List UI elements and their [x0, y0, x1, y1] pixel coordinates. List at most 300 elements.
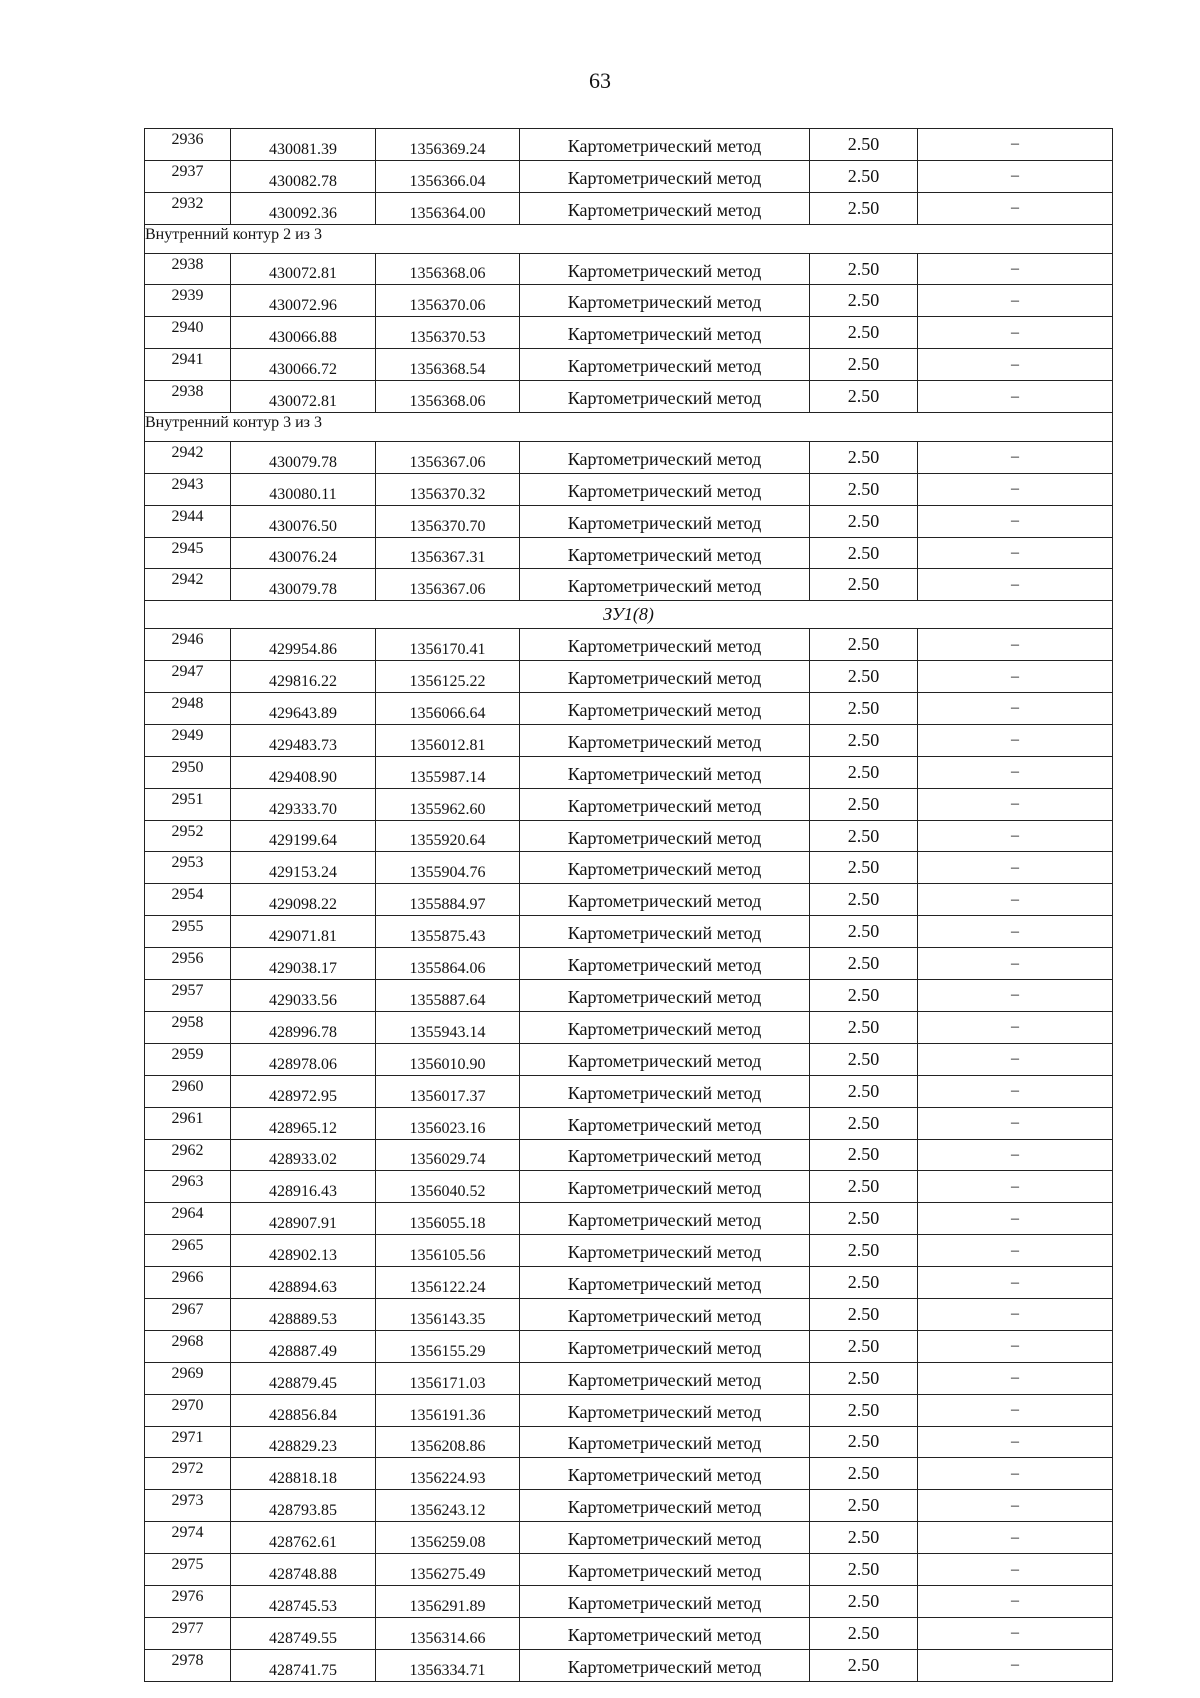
precision-cell: 2.50 — [810, 693, 918, 725]
x-coordinate-cell: 429816.22 — [231, 661, 376, 693]
note-cell: – — [918, 317, 1113, 349]
y-coordinate-cell: 1356334.71 — [376, 1649, 520, 1681]
x-coordinate-cell: 429033.56 — [231, 980, 376, 1012]
y-coordinate-cell: 1356367.31 — [376, 537, 520, 569]
precision-cell: 2.50 — [810, 884, 918, 916]
precision-cell: 2.50 — [810, 1235, 918, 1267]
x-coordinate-cell: 429153.24 — [231, 852, 376, 884]
x-coordinate-cell: 428902.13 — [231, 1235, 376, 1267]
method-cell: Картометрический метод — [520, 1649, 810, 1681]
table-row — [145, 253, 1113, 285]
point-number-cell: 2961 — [145, 1107, 231, 1139]
table-row — [145, 1490, 1113, 1522]
note-cell: – — [918, 1585, 1113, 1617]
precision-cell: 2.50 — [810, 629, 918, 661]
method-cell: Картометрический метод — [520, 441, 810, 473]
y-coordinate-cell: 1355875.43 — [376, 916, 520, 948]
method-cell: Картометрический метод — [520, 948, 810, 980]
y-coordinate-cell: 1355962.60 — [376, 788, 520, 820]
note-cell: – — [918, 852, 1113, 884]
y-coordinate-cell: 1356275.49 — [376, 1554, 520, 1586]
point-number-cell: 2964 — [145, 1203, 231, 1235]
y-coordinate-cell: 1355864.06 — [376, 948, 520, 980]
note-cell: – — [918, 884, 1113, 916]
note-cell: – — [918, 756, 1113, 788]
table-row — [145, 317, 1113, 349]
table-row — [145, 381, 1113, 413]
note-cell: – — [918, 1043, 1113, 1075]
y-coordinate-cell: 1356125.22 — [376, 661, 520, 693]
x-coordinate-cell: 430092.36 — [231, 192, 376, 224]
y-coordinate-cell: 1356191.36 — [376, 1394, 520, 1426]
y-coordinate-cell: 1355987.14 — [376, 756, 520, 788]
y-coordinate-cell: 1356259.08 — [376, 1522, 520, 1554]
point-number-cell: 2968 — [145, 1330, 231, 1362]
contour-label: Внутренний контур 3 из 3 — [145, 413, 1113, 442]
y-coordinate-cell: 1355884.97 — [376, 884, 520, 916]
method-cell: Картометрический метод — [520, 317, 810, 349]
method-cell: Картометрический метод — [520, 884, 810, 916]
method-cell: Картометрический метод — [520, 1043, 810, 1075]
precision-cell: 2.50 — [810, 1362, 918, 1394]
note-cell: – — [918, 253, 1113, 285]
zone-label: ЗУ1(8) — [145, 601, 1113, 629]
table-row — [145, 1171, 1113, 1203]
precision-cell: 2.50 — [810, 160, 918, 192]
note-cell: – — [918, 629, 1113, 661]
method-cell: Картометрический метод — [520, 1235, 810, 1267]
x-coordinate-cell: 428887.49 — [231, 1330, 376, 1362]
method-cell: Картометрический метод — [520, 756, 810, 788]
precision-cell: 2.50 — [810, 1298, 918, 1330]
table-row — [145, 1139, 1113, 1171]
y-coordinate-cell: 1356155.29 — [376, 1330, 520, 1362]
y-coordinate-cell: 1356370.32 — [376, 473, 520, 505]
point-number-cell: 2958 — [145, 1011, 231, 1043]
table-row — [145, 285, 1113, 317]
table-row — [145, 661, 1113, 693]
method-cell: Картометрический метод — [520, 129, 810, 161]
precision-cell: 2.50 — [810, 1075, 918, 1107]
precision-cell: 2.50 — [810, 1585, 918, 1617]
y-coordinate-cell: 1356367.06 — [376, 569, 520, 601]
point-number-cell: 2945 — [145, 537, 231, 569]
x-coordinate-cell: 429483.73 — [231, 724, 376, 756]
method-cell: Картометрический метод — [520, 1617, 810, 1649]
coordinates-table — [144, 128, 1113, 1682]
table-row — [145, 1011, 1113, 1043]
x-coordinate-cell: 428972.95 — [231, 1075, 376, 1107]
method-cell: Картометрический метод — [520, 349, 810, 381]
table-row — [145, 1235, 1113, 1267]
precision-cell: 2.50 — [810, 724, 918, 756]
table-row — [145, 160, 1113, 192]
x-coordinate-cell: 428793.85 — [231, 1490, 376, 1522]
x-coordinate-cell: 429408.90 — [231, 756, 376, 788]
point-number-cell: 2952 — [145, 820, 231, 852]
point-number-cell: 2976 — [145, 1585, 231, 1617]
note-cell: – — [918, 1267, 1113, 1299]
point-number-cell: 2969 — [145, 1362, 231, 1394]
point-number-cell: 2950 — [145, 756, 231, 788]
precision-cell: 2.50 — [810, 473, 918, 505]
point-number-cell: 2949 — [145, 724, 231, 756]
note-cell: – — [918, 160, 1113, 192]
x-coordinate-cell: 429954.86 — [231, 629, 376, 661]
method-cell: Картометрический метод — [520, 1298, 810, 1330]
precision-cell: 2.50 — [810, 756, 918, 788]
note-cell: – — [918, 1426, 1113, 1458]
point-number-cell: 2962 — [145, 1139, 231, 1171]
table-row — [145, 1298, 1113, 1330]
method-cell: Картометрический метод — [520, 724, 810, 756]
method-cell: Картометрический метод — [520, 1075, 810, 1107]
y-coordinate-cell: 1356143.35 — [376, 1298, 520, 1330]
method-cell: Картометрический метод — [520, 1426, 810, 1458]
precision-cell: 2.50 — [810, 1203, 918, 1235]
point-number-cell: 2942 — [145, 569, 231, 601]
method-cell: Картометрический метод — [520, 693, 810, 725]
table-row — [145, 1043, 1113, 1075]
x-coordinate-cell: 428741.75 — [231, 1649, 376, 1681]
method-cell: Картометрический метод — [520, 569, 810, 601]
point-number-cell: 2939 — [145, 285, 231, 317]
x-coordinate-cell: 428818.18 — [231, 1458, 376, 1490]
x-coordinate-cell: 428856.84 — [231, 1394, 376, 1426]
x-coordinate-cell: 428996.78 — [231, 1011, 376, 1043]
note-cell: – — [918, 1330, 1113, 1362]
note-cell: – — [918, 1617, 1113, 1649]
table-row — [145, 349, 1113, 381]
table-row — [145, 1458, 1113, 1490]
x-coordinate-cell: 428745.53 — [231, 1585, 376, 1617]
note-cell: – — [918, 285, 1113, 317]
table-row — [145, 1107, 1113, 1139]
y-coordinate-cell: 1356017.37 — [376, 1075, 520, 1107]
note-cell: – — [918, 1458, 1113, 1490]
precision-cell: 2.50 — [810, 129, 918, 161]
method-cell: Картометрический метод — [520, 629, 810, 661]
precision-cell: 2.50 — [810, 1330, 918, 1362]
precision-cell: 2.50 — [810, 1139, 918, 1171]
page-number: 63 — [589, 68, 611, 93]
y-coordinate-cell: 1356366.04 — [376, 160, 520, 192]
point-number-cell: 2941 — [145, 349, 231, 381]
precision-cell: 2.50 — [810, 285, 918, 317]
precision-cell: 2.50 — [810, 381, 918, 413]
note-cell: – — [918, 693, 1113, 725]
note-cell: – — [918, 1235, 1113, 1267]
method-cell: Картометрический метод — [520, 253, 810, 285]
method-cell: Картометрический метод — [520, 1554, 810, 1586]
point-number-cell: 2936 — [145, 129, 231, 161]
note-cell: – — [918, 1107, 1113, 1139]
point-number-cell: 2978 — [145, 1649, 231, 1681]
table-row — [145, 473, 1113, 505]
note-cell: – — [918, 788, 1113, 820]
note-cell: – — [918, 1011, 1113, 1043]
table-row — [145, 129, 1113, 161]
note-cell: – — [918, 381, 1113, 413]
precision-cell: 2.50 — [810, 1554, 918, 1586]
table-row — [145, 852, 1113, 884]
table-row — [145, 1649, 1113, 1681]
note-cell: – — [918, 661, 1113, 693]
x-coordinate-cell: 428894.63 — [231, 1267, 376, 1299]
y-coordinate-cell: 1356368.06 — [376, 253, 520, 285]
point-number-cell: 2944 — [145, 505, 231, 537]
point-number-cell: 2970 — [145, 1394, 231, 1426]
point-number-cell: 2951 — [145, 788, 231, 820]
method-cell: Картометрический метод — [520, 160, 810, 192]
note-cell: – — [918, 1649, 1113, 1681]
method-cell: Картометрический метод — [520, 1458, 810, 1490]
method-cell: Картометрический метод — [520, 285, 810, 317]
note-cell: – — [918, 505, 1113, 537]
y-coordinate-cell: 1356291.89 — [376, 1585, 520, 1617]
note-cell: – — [918, 1203, 1113, 1235]
contour-label: Внутренний контур 2 из 3 — [145, 224, 1113, 253]
method-cell: Картометрический метод — [520, 788, 810, 820]
precision-cell: 2.50 — [810, 1267, 918, 1299]
method-cell: Картометрический метод — [520, 820, 810, 852]
point-number-cell: 2966 — [145, 1267, 231, 1299]
y-coordinate-cell: 1356105.56 — [376, 1235, 520, 1267]
table-row — [145, 1522, 1113, 1554]
note-cell: – — [918, 129, 1113, 161]
point-number-cell: 2955 — [145, 916, 231, 948]
note-cell: – — [918, 1394, 1113, 1426]
precision-cell: 2.50 — [810, 980, 918, 1012]
note-cell: – — [918, 820, 1113, 852]
method-cell: Картометрический метод — [520, 473, 810, 505]
table-row — [145, 1426, 1113, 1458]
x-coordinate-cell: 428916.43 — [231, 1171, 376, 1203]
point-number-cell: 2942 — [145, 441, 231, 473]
table-row — [145, 724, 1113, 756]
note-cell: – — [918, 441, 1113, 473]
precision-cell: 2.50 — [810, 1617, 918, 1649]
precision-cell: 2.50 — [810, 661, 918, 693]
method-cell: Картометрический метод — [520, 192, 810, 224]
x-coordinate-cell: 429098.22 — [231, 884, 376, 916]
precision-cell: 2.50 — [810, 1649, 918, 1681]
point-number-cell: 2960 — [145, 1075, 231, 1107]
x-coordinate-cell: 428933.02 — [231, 1139, 376, 1171]
x-coordinate-cell: 430066.88 — [231, 317, 376, 349]
precision-cell: 2.50 — [810, 1107, 918, 1139]
note-cell: – — [918, 537, 1113, 569]
y-coordinate-cell: 1355943.14 — [376, 1011, 520, 1043]
table-row — [145, 441, 1113, 473]
precision-cell: 2.50 — [810, 349, 918, 381]
coordinates-table-body — [145, 129, 1113, 1682]
x-coordinate-cell: 430072.96 — [231, 285, 376, 317]
x-coordinate-cell: 429199.64 — [231, 820, 376, 852]
note-cell: – — [918, 1554, 1113, 1586]
point-number-cell: 2937 — [145, 160, 231, 192]
point-number-cell: 2967 — [145, 1298, 231, 1330]
point-number-cell: 2938 — [145, 253, 231, 285]
precision-cell: 2.50 — [810, 1043, 918, 1075]
x-coordinate-cell: 430079.78 — [231, 569, 376, 601]
y-coordinate-cell: 1355887.64 — [376, 980, 520, 1012]
x-coordinate-cell: 428889.53 — [231, 1298, 376, 1330]
method-cell: Картометрический метод — [520, 381, 810, 413]
table-row — [145, 788, 1113, 820]
y-coordinate-cell: 1356171.03 — [376, 1362, 520, 1394]
method-cell: Картометрический метод — [520, 916, 810, 948]
contour-header-row — [145, 413, 1113, 442]
table-row — [145, 1267, 1113, 1299]
precision-cell: 2.50 — [810, 1490, 918, 1522]
y-coordinate-cell: 1356010.90 — [376, 1043, 520, 1075]
point-number-cell: 2975 — [145, 1554, 231, 1586]
point-number-cell: 2954 — [145, 884, 231, 916]
method-cell: Картометрический метод — [520, 1522, 810, 1554]
y-coordinate-cell: 1355920.64 — [376, 820, 520, 852]
note-cell: – — [918, 569, 1113, 601]
point-number-cell: 2948 — [145, 693, 231, 725]
table-row — [145, 1554, 1113, 1586]
table-row — [145, 537, 1113, 569]
table-row — [145, 1203, 1113, 1235]
point-number-cell: 2963 — [145, 1171, 231, 1203]
table-row — [145, 1585, 1113, 1617]
table-row — [145, 693, 1113, 725]
y-coordinate-cell: 1356208.86 — [376, 1426, 520, 1458]
y-coordinate-cell: 1356370.06 — [376, 285, 520, 317]
note-cell: – — [918, 1522, 1113, 1554]
precision-cell: 2.50 — [810, 537, 918, 569]
method-cell: Картометрический метод — [520, 1585, 810, 1617]
table-row — [145, 192, 1113, 224]
method-cell: Картометрический метод — [520, 1267, 810, 1299]
precision-cell: 2.50 — [810, 1458, 918, 1490]
method-cell: Картометрический метод — [520, 1490, 810, 1522]
x-coordinate-cell: 428907.91 — [231, 1203, 376, 1235]
note-cell: – — [918, 1075, 1113, 1107]
precision-cell: 2.50 — [810, 948, 918, 980]
y-coordinate-cell: 1356224.93 — [376, 1458, 520, 1490]
precision-cell: 2.50 — [810, 317, 918, 349]
x-coordinate-cell: 428829.23 — [231, 1426, 376, 1458]
x-coordinate-cell: 430076.24 — [231, 537, 376, 569]
table-row — [145, 1362, 1113, 1394]
table-row — [145, 505, 1113, 537]
precision-cell: 2.50 — [810, 1394, 918, 1426]
y-coordinate-cell: 1356368.06 — [376, 381, 520, 413]
x-coordinate-cell: 428748.88 — [231, 1554, 376, 1586]
y-coordinate-cell: 1356370.53 — [376, 317, 520, 349]
precision-cell: 2.50 — [810, 1426, 918, 1458]
x-coordinate-cell: 430081.39 — [231, 129, 376, 161]
table-row — [145, 1617, 1113, 1649]
y-coordinate-cell: 1356040.52 — [376, 1171, 520, 1203]
x-coordinate-cell: 430080.11 — [231, 473, 376, 505]
method-cell: Картометрический метод — [520, 1011, 810, 1043]
table-row — [145, 980, 1113, 1012]
y-coordinate-cell: 1356367.06 — [376, 441, 520, 473]
method-cell: Картометрический метод — [520, 1107, 810, 1139]
precision-cell: 2.50 — [810, 788, 918, 820]
note-cell: – — [918, 1490, 1113, 1522]
y-coordinate-cell: 1356314.66 — [376, 1617, 520, 1649]
note-cell: – — [918, 1298, 1113, 1330]
note-cell: – — [918, 1171, 1113, 1203]
x-coordinate-cell: 430072.81 — [231, 381, 376, 413]
table-row — [145, 569, 1113, 601]
note-cell: – — [918, 916, 1113, 948]
precision-cell: 2.50 — [810, 1171, 918, 1203]
table-row — [145, 884, 1113, 916]
note-cell: – — [918, 349, 1113, 381]
point-number-cell: 2943 — [145, 473, 231, 505]
y-coordinate-cell: 1356364.00 — [376, 192, 520, 224]
precision-cell: 2.50 — [810, 192, 918, 224]
zone-header-row — [145, 601, 1113, 629]
precision-cell: 2.50 — [810, 1011, 918, 1043]
point-number-cell: 2938 — [145, 381, 231, 413]
table-row — [145, 916, 1113, 948]
x-coordinate-cell: 428749.55 — [231, 1617, 376, 1649]
x-coordinate-cell: 428879.45 — [231, 1362, 376, 1394]
method-cell: Картометрический метод — [520, 980, 810, 1012]
note-cell: – — [918, 473, 1113, 505]
y-coordinate-cell: 1356023.16 — [376, 1107, 520, 1139]
table-row — [145, 1330, 1113, 1362]
table-row — [145, 756, 1113, 788]
x-coordinate-cell: 429333.70 — [231, 788, 376, 820]
method-cell: Картометрический метод — [520, 1394, 810, 1426]
point-number-cell: 2971 — [145, 1426, 231, 1458]
note-cell: – — [918, 1139, 1113, 1171]
table-row — [145, 1394, 1113, 1426]
note-cell: – — [918, 980, 1113, 1012]
precision-cell: 2.50 — [810, 253, 918, 285]
x-coordinate-cell: 429643.89 — [231, 693, 376, 725]
x-coordinate-cell: 428978.06 — [231, 1043, 376, 1075]
x-coordinate-cell: 429038.17 — [231, 948, 376, 980]
point-number-cell: 2940 — [145, 317, 231, 349]
table-row — [145, 820, 1113, 852]
y-coordinate-cell: 1356066.64 — [376, 693, 520, 725]
note-cell: – — [918, 192, 1113, 224]
method-cell: Картометрический метод — [520, 1139, 810, 1171]
x-coordinate-cell: 428762.61 — [231, 1522, 376, 1554]
note-cell: – — [918, 1362, 1113, 1394]
table-row — [145, 948, 1113, 980]
table-row — [145, 1075, 1113, 1107]
y-coordinate-cell: 1355904.76 — [376, 852, 520, 884]
method-cell: Картометрический метод — [520, 537, 810, 569]
method-cell: Картометрический метод — [520, 1362, 810, 1394]
point-number-cell: 2965 — [145, 1235, 231, 1267]
method-cell: Картометрический метод — [520, 505, 810, 537]
note-cell: – — [918, 724, 1113, 756]
point-number-cell: 2973 — [145, 1490, 231, 1522]
precision-cell: 2.50 — [810, 820, 918, 852]
precision-cell: 2.50 — [810, 1522, 918, 1554]
y-coordinate-cell: 1356055.18 — [376, 1203, 520, 1235]
y-coordinate-cell: 1356243.12 — [376, 1490, 520, 1522]
x-coordinate-cell: 430079.78 — [231, 441, 376, 473]
point-number-cell: 2977 — [145, 1617, 231, 1649]
y-coordinate-cell: 1356012.81 — [376, 724, 520, 756]
y-coordinate-cell: 1356170.41 — [376, 629, 520, 661]
precision-cell: 2.50 — [810, 852, 918, 884]
point-number-cell: 2956 — [145, 948, 231, 980]
